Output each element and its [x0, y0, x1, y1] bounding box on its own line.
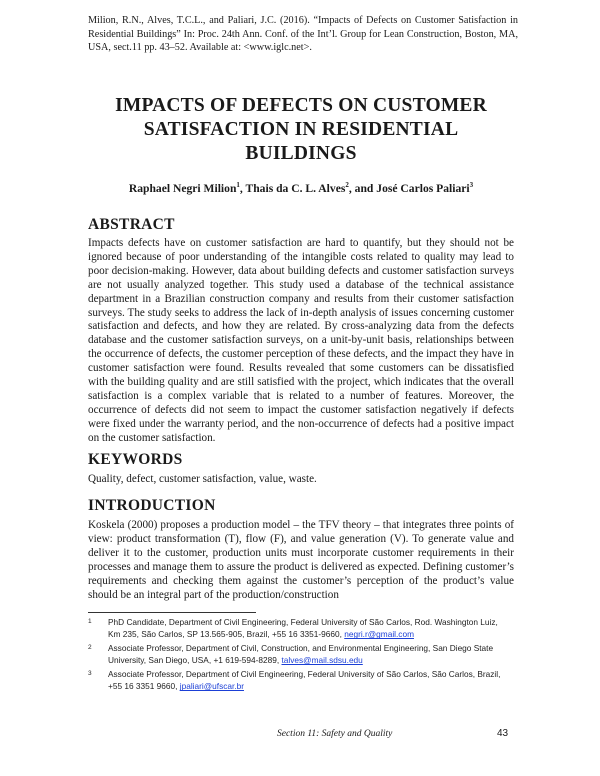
- footnote-number: 1: [88, 618, 92, 625]
- footer-section-label: Section 11: Safety and Quality: [277, 729, 393, 739]
- paper-title: IMPACTS OF DEFECTS ON CUSTOMER SATISFACTION IN RESIDENTIAL BUILDINGS: [115, 95, 487, 164]
- footnote-text: [108, 642, 512, 667]
- footnote-number: 3: [88, 670, 92, 677]
- footnote-email-link[interactable]: talves@mail.sdsu.edu: [281, 655, 363, 666]
- author-affiliation-mark: 3: [469, 181, 474, 189]
- footnote-affiliation: Associate Professor, Department of Civil, Construction, and Environmental Engineering, San Diego State University, San Diego, USA, +1 619-594-8289,: [108, 643, 494, 666]
- citation-text: Milion, R.N., Alves, T.C.L., and Paliari, J.C. (2016). “Impacts of Defects on Customer Satisfaction in Residential Buildings” In: Proc. 24th Ann. Conf. of the Int’l. Group for Lean Construction, Boston, MA, USA, sect.11 pp. 43–52. Available at:: [88, 15, 518, 53]
- keywords-body: Quality, defect, customer satisfaction, value, waste.: [88, 473, 317, 485]
- footnote-text: [108, 616, 512, 641]
- abstract-heading: ABSTRACT: [88, 216, 175, 233]
- citation-end: .: [309, 42, 312, 53]
- author-affiliation-mark: 2: [345, 181, 349, 189]
- introduction-heading: INTRODUCTION: [88, 497, 216, 514]
- footnote-divider: [88, 612, 256, 613]
- citation-header: [88, 14, 518, 55]
- footnote-affiliation: Associate Professor, Department of Civil Engineering, Federal University of São Carlos, São Carlos, Brazil, +55 16 3351 9660,: [108, 669, 501, 692]
- author-name: Thais da C. L. Alves: [245, 181, 346, 195]
- author-line: [88, 178, 514, 196]
- abstract-body: Impacts defects have on customer satisfaction are hard to quantify, but they should not be ignored because of poor understanding of the intangible costs related to quality may lead to poor decision-making. However, data about building defects and customer satisfaction surveys are not usually analyzed together. This study used a database of the technical assistance department in a Brazilian construction company and results from their customer satisfaction surveys. The study seeks to address the lack of in-depth analysis of issues concerning customer satisfaction and defects, and how they are related. By cross-analyzing data from the defects database and the customer satisfaction surveys, on a unit-by-unit basis, relationships between the occurrence of defects, the customer perception of these defects, and the impact they have in customer satisfaction were found. Results revealed that some customers can be dissatisfied with the building quality and are still satisfied with the project, which indicates that the overall satisfaction is a complex variable that is related to a number of features. Moreover, the occurrence of defects did not seem to impact the customer satisfaction negatively if defects were fixed under the warranty period, and the non-occurrence of defects had a positive impact on the customer satisfaction.: [88, 237, 514, 444]
- footnote-email-link[interactable]: negri.r@gmail.com: [344, 629, 414, 640]
- author-separator: ,: [239, 181, 246, 195]
- footnote-number: 2: [88, 644, 92, 651]
- footnote-affiliation: PhD Candidate, Department of Civil Engineering, Federal University of São Carlos, Rod. Washington Luiz, Km 235, São Carlos, SP 13.565-905, Brazil, +55 16 3351-9660,: [108, 617, 498, 640]
- author-separator: , and: [348, 181, 377, 195]
- page-number: 43: [497, 728, 509, 739]
- author-affiliation-mark: 1: [236, 181, 240, 189]
- introduction-body: Koskela (2000) proposes a production model – the TFV theory – that integrates three points of view: product transformation (T), flow (F), and value generation (V). To generate value and deliver it to the customer, production units must incorporate customer requirements in their processes and manage them to assure the product is delivered as expected. Defining customer’s requirements and checking them against the customer’s perception of the product’s value should be an integral part of the production/construction: [88, 519, 514, 601]
- author-name: Raphael Negri Milion: [128, 181, 237, 195]
- keywords-heading: KEYWORDS: [88, 451, 183, 468]
- author-name: José Carlos Paliari: [376, 181, 470, 195]
- citation-link[interactable]: <www.iglc.net>: [243, 42, 310, 53]
- footnote-email-link[interactable]: jpaliari@ufscar.br: [179, 681, 244, 692]
- footnote-text: [108, 668, 512, 693]
